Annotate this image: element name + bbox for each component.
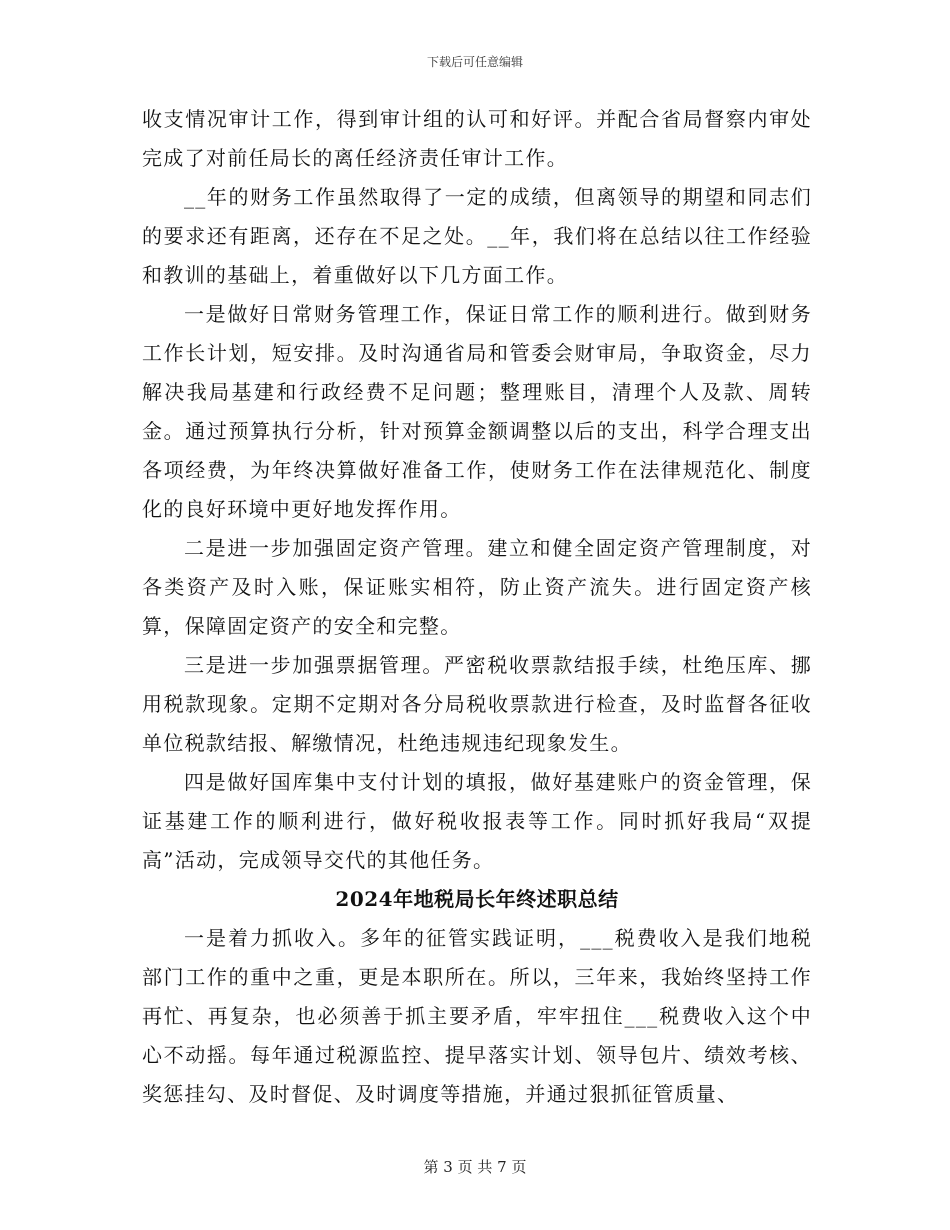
paragraph-item-3: 三是进一步加强票据管理。严密税收票款结报手续，杜绝压库、挪用税款现象。定期不定期对各分局税收票款进行检查，及时监督各征收单位税款结报、解缴情况，杜绝违规违纪现象发生。 xyxy=(142,653,812,755)
page-number: 第 3 页 共 7 页 xyxy=(423,1158,527,1176)
paragraph-summary: __年的财务工作虽然取得了一定的成绩，但离领导的期望和同志们的要求还有距离，还存在不足之处。__年，我们将在总结以往工作经验和教训的基础上，着重做好以下几方面工作。 xyxy=(142,185,812,287)
header-note: 下载后可任意编辑 xyxy=(426,55,523,69)
paragraph-item-1: 一是做好日常财务管理工作，保证日常工作的顺利进行。做到财务工作长计划，短安排。及时沟通省局和管委会财审局，争取资金，尽力解决我局基建和行政经费不足问题；整理账目，清理个人及款、周转金。通过预算执行分析，针对预算金额调整以后的支出，科学合理支出各项经费，为年终决算做好准备工作，使财务工作在法律规范化、制度化的良好环境中更好地发挥作用。 xyxy=(142,302,812,521)
section-paragraph: 一是着力抓收入。多年的征管实践证明，___税费收入是我们地税部门工作的重中之重，更是本职所在。所以，三年来，我始终坚持工作再忙、再复杂，也必须善于抓主要矛盾，牢牢扭住___税费收入这个中心不动摇。每年通过税源监控、提早落实计划、领导包片、绩效考核、奖惩挂勾、及时督促、及时调度等措施，并通过狠抓征管质量、 xyxy=(142,926,812,1106)
section-title: 2024年地税局长年终述职总结 xyxy=(335,887,619,911)
document-body xyxy=(142,100,812,1114)
paragraph-item-2: 二是进一步加强固定资产管理。建立和健全固定资产管理制度，对各类资产及时入账，保证账实相符，防止资产流失。进行固定资产核算，保障固定资产的安全和完整。 xyxy=(142,536,812,638)
paragraph-continuation: 收支情况审计工作，得到审计组的认可和好评。并配合省局督察内审处完成了对前任局长的离任经济责任审计工作。 xyxy=(142,107,812,170)
paragraph-item-4: 四是做好国库集中支付计划的填报，做好基建账户的资金管理，保证基建工作的顺利进行，做好税收报表等工作。同时抓好我局“双提高”活动，完成领导交代的其他任务。 xyxy=(142,770,812,872)
